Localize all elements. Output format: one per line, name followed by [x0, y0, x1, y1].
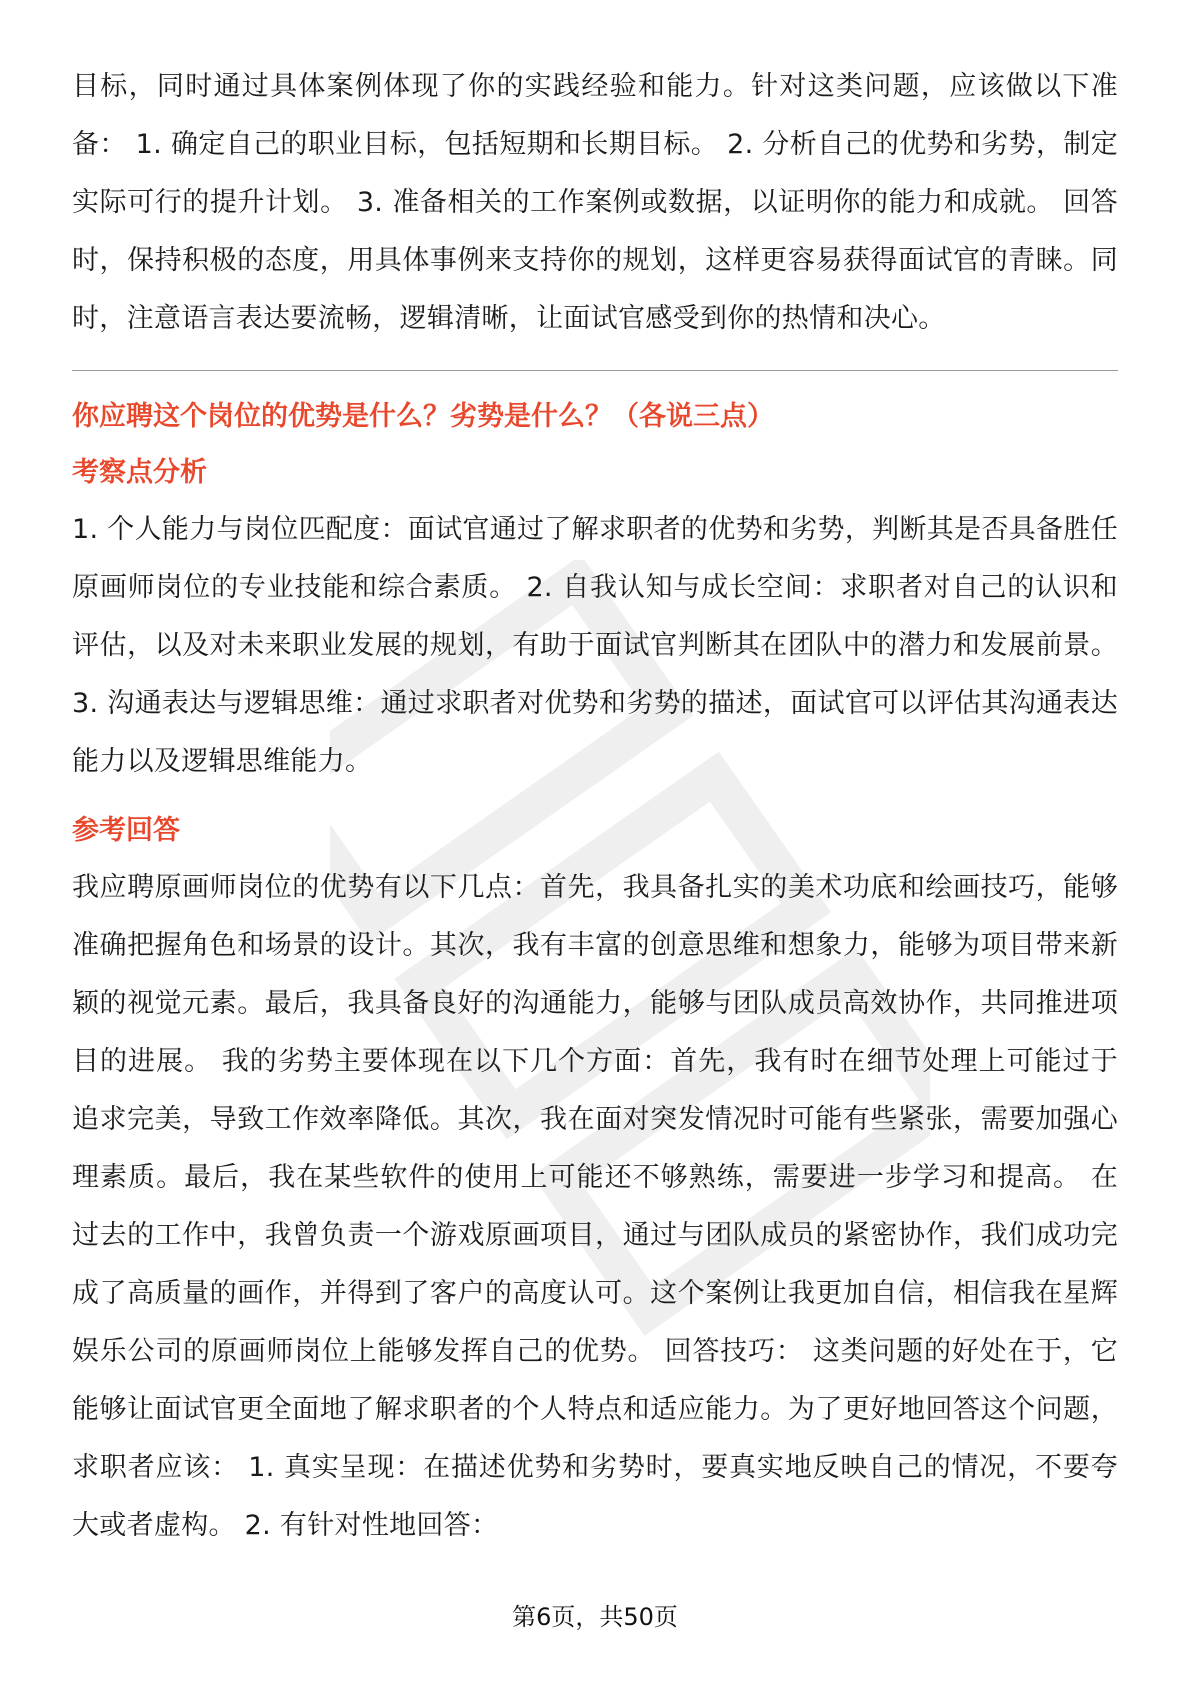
section-divider — [72, 370, 1118, 371]
answer-heading: 参考回答 — [72, 815, 180, 846]
page-footer: 第6页，共50页 — [512, 1603, 678, 1631]
document-page — [72, 58, 1118, 1555]
analysis-heading: 考察点分析 — [72, 457, 207, 488]
question-title: 你应聘这个岗位的优势是什么？劣势是什么？（各说三点） — [72, 401, 774, 432]
analysis-text: 1. 个人能力与岗位匹配度：面试官通过了解求职者的优势和劣势，判断其是否具备胜任原画师岗位的专业技能和综合素质。 2. 自我认知与成长空间：求职者对自己的认识和评估，以及对未来职业发展的规划，有助于面试官判断其在团队中的潜力和发展前景。 3. 沟通表达与逻辑思维：通过求职者对优势和劣势的描述，面试官可以评估其沟通表达能力以及逻辑思维能力。 — [72, 514, 1118, 777]
answer-text: 我应聘原画师岗位的优势有以下几点：首先，我具备扎实的美术功底和绘画技巧，能够准确把握角色和场景的设计。其次，我有丰富的创意思维和想象力，能够为项目带来新颖的视觉元素。最后，我具备良好的沟通能力，能够与团队成员高效协作，共同推进项目的进展。 我的劣势主要体现在以下几个方面：首先，我有时在细节处理上可能过于追求完美，导致工作效率降低。其次，我在面对突发情况时可能有些紧张，需要加强心理素质。最后，我在某些软件的使用上可能还不够熟练，需要进一步学习和提高。 在过去的工作中，我曾负责一个游戏原画项目，通过与团队成员的紧密协作，我们成功完成了高质量的画作，并得到了客户的高度认可。这个案例让我更加自信，相信我在星辉娱乐公司的原画师岗位上能够发挥自己的优势。 回答技巧： 这类问题的好处在于，它能够让面试官更全面地了解求职者的个人特点和适应能力。为了更好地回答这个问题，求职者应该： 1. 真实呈现：在描述优势和劣势时，要真实地反映自己的情况，不要夸大或者虚构。 2. 有针对性地回答： — [72, 872, 1118, 1541]
intro-paragraph: 目标，同时通过具体案例体现了你的实践经验和能力。针对这类问题，应该做以下准备： 1. 确定自己的职业目标，包括短期和长期目标。 2. 分析自己的优势和劣势，制定实际可行的提升计划。 3. 准备相关的工作案例或数据，以证明你的能力和成就。 回答时，保持积极的态度，用具体事例来支持你的规划，这样更容易获得面试官的青睐。同时，注意语言表达要流畅，逻辑清晰，让面试官感受到你的热情和决心。 — [72, 71, 1118, 334]
